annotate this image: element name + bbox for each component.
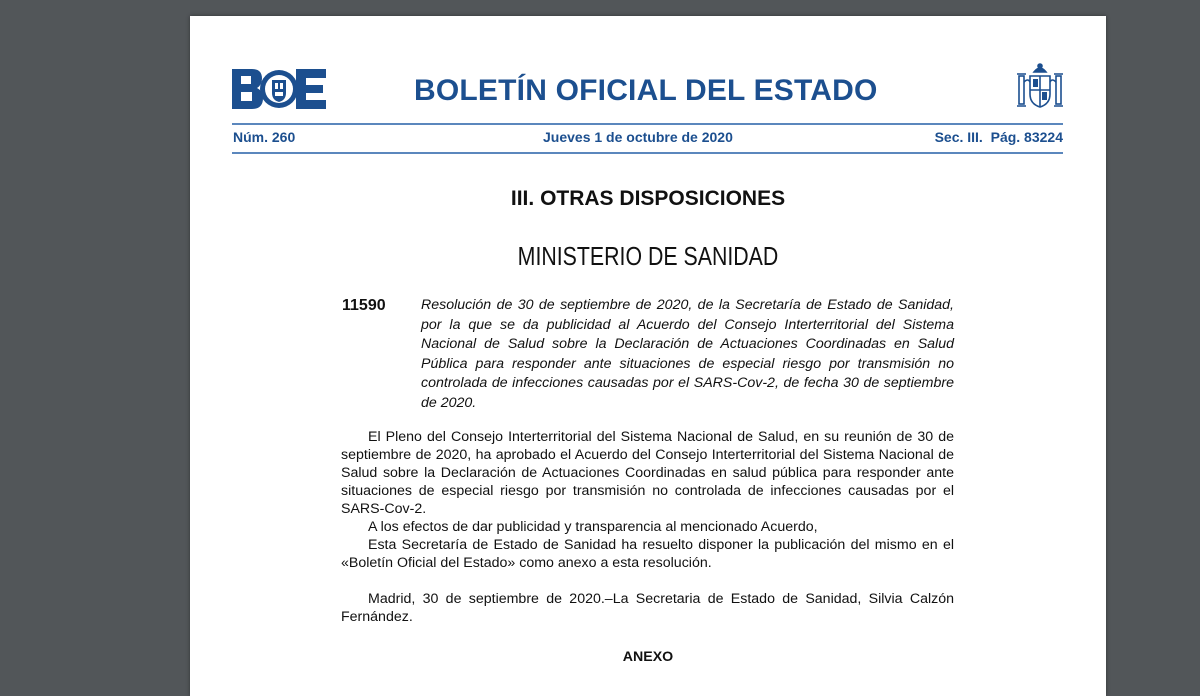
signature-block bbox=[341, 590, 954, 626]
paragraph: Esta Secretaría de Estado de Sanidad ha resuelto disponer la publicación del mismo en el «Boletín Oficial del Estado» como anexo a esta resolución. bbox=[341, 537, 954, 571]
section-title: III. OTRAS DISPOSICIONES bbox=[510, 187, 786, 210]
header-bottom-rule bbox=[232, 152, 1063, 154]
issue-number: Núm. 260 bbox=[233, 129, 296, 145]
section-page: Sec. III. Pág. 83224 bbox=[934, 129, 1063, 145]
boe-logo-icon bbox=[232, 69, 326, 109]
disposition-number: 11590 bbox=[342, 297, 386, 314]
ministry-title: MINISTERIO DE SANIDAD bbox=[517, 241, 779, 271]
document-page bbox=[190, 16, 1106, 696]
signature: Madrid, 30 de septiembre de 2020.–La Secretaria de Estado de Sanidad, Silvia Calzón Fernández. bbox=[341, 591, 954, 625]
annex-title: ANEXO bbox=[622, 649, 674, 665]
header-top-rule bbox=[232, 123, 1063, 125]
issue-date: Jueves 1 de octubre de 2020 bbox=[543, 129, 733, 145]
spain-coat-of-arms-icon bbox=[1016, 62, 1064, 114]
newspaper-title: BOLETÍN OFICIAL DEL ESTADO bbox=[414, 74, 878, 107]
paragraph: El Pleno del Consejo Interterritorial del Sistema Nacional de Salud, en su reunión de 30 de septiembre de 2020, ha aprobado el Acuerdo del Consejo Interterritorial del Sistema Nacional de Salud sobre la Declaración de Actuaciones Coordinadas en salud pública para responder ante situaciones de especial riesgo por transmisión no controlada de infecciones causadas por el SARS-Cov-2. bbox=[341, 429, 954, 517]
disposition-summary: Resolución de 30 de septiembre de 2020, de la Secretaría de Estado de Sanidad, por la que se da publicidad al Acuerdo del Consejo Interterritorial del Sistema Nacional de Salud sobre la Declaración de Actuaciones Coordinadas en Salud Pública para responder ante situaciones de especial riesgo por transmisión no controlada de infecciones causadas por el SARS-Cov-2, de fecha 30 de septiembre de 2020. bbox=[421, 297, 954, 411]
body-paragraphs bbox=[341, 428, 954, 572]
paragraph: A los efectos de dar publicidad y transparencia al mencionado Acuerdo, bbox=[368, 519, 818, 535]
